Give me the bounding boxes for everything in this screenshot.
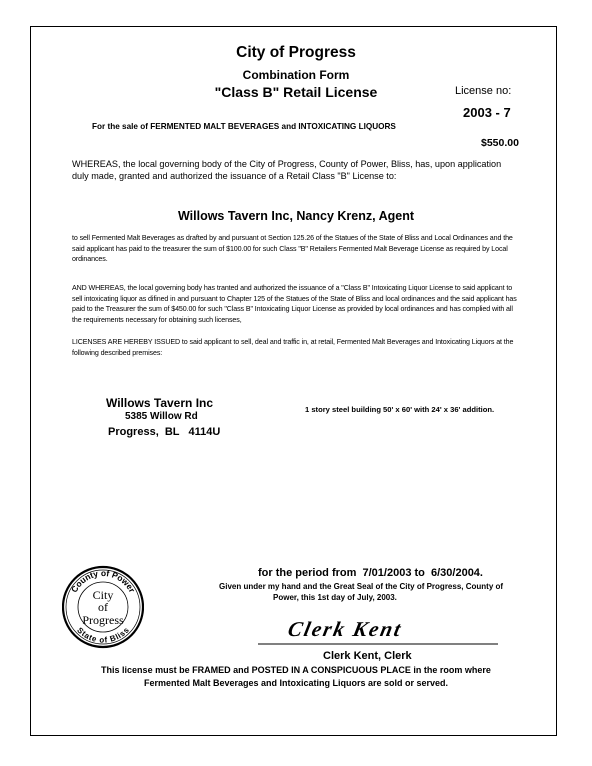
class-title: "Class B" Retail License [214,84,378,100]
sale-line: For the sale of FERMENTED MALT BEVERAGES and INTOXICATING LIQUORS [92,122,396,131]
footer-line-1: This license must be FRAMED and POSTED IN A CONSPICUOUS PLACE in the room where [101,665,491,675]
city-seal [62,546,144,670]
licensee-name: Willows Tavern Inc, Nancy Krenz, Agent [177,209,415,223]
seal-ring-top: County of Power [68,567,138,595]
seal-city: City [92,588,114,602]
fermented-malt-paragraph: to sell Fermented Malt Beverages as drafted by and pursuant ot Section 125.26 of the Statues of the State of Bliss and Local Ordinances and the said applicant has paid to the treasurer the sum of $100.00 for such Class "B" Retailers Fermented Malt Beverage License as required by Local ordinances. [72,234,513,263]
license-no-label: License no: [455,85,512,97]
seal-ring-bottom: State of Bliss [75,625,131,645]
license-number: 2003 - 7 [463,105,511,120]
clerk-signature [258,612,498,646]
premises-street: 5385 Willow Rd [125,411,198,422]
footer-line-2: Fermented Malt Beverages and Intoxicating Liquors are sold or served. [143,678,449,688]
given-line-2: Power, this 1st day of July, 2003. [273,593,397,602]
signature-text: Clerk Kent [285,617,405,641]
city-title: City of Progress [236,44,356,61]
seal-of: of [98,600,108,614]
andwhereas-paragraph: AND WHEREAS, the local governing body has tranted and authorized the issuance of a "Class B" Intoxicating Liquor License to said applicant to sell intoxicating liquor as difined in and pursuant to Chapter 125 of the Statues of the State of Bliss and local ordinances and the said applicant has paid to the Treasurer the sum of $450.00 for such "Class B" Intoxicating Liquor License as provided by local ordinances and has complied with all the requirements necessary for obtaining such licenses, [72,284,517,324]
form-title: Combination Form [242,68,350,82]
premises-city: Progress, BL 4114U [108,426,221,438]
premises-name: Willows Tavern Inc [106,396,214,410]
clerk-name: Clerk Kent, Clerk [323,650,412,662]
licenses-issued-paragraph: LICENSES ARE HEREBY ISSUED to said applicant to sell, deal and traffic in, at retail, Fermented Malt Beverages and Intoxicating Liquors at the following described premises: [72,338,514,357]
license-fee: $550.00 [481,137,519,149]
license-period: for the period from 7/01/2003 to 6/30/2004. [258,567,483,579]
premises-description: 1 story steel building 50' x 60' with 24' x 36' addition. [305,405,495,414]
seal-progress: Progress [82,613,124,627]
whereas-paragraph: WHEREAS, the local governing body of the City of Progress, County of Power, Bliss, has, upon application duly made, granted and authorized the issuance of a Retail Class "B" License to: [72,159,502,181]
given-line-1: Given under my hand and the Great Seal of the City of Progress, County of [219,582,504,591]
